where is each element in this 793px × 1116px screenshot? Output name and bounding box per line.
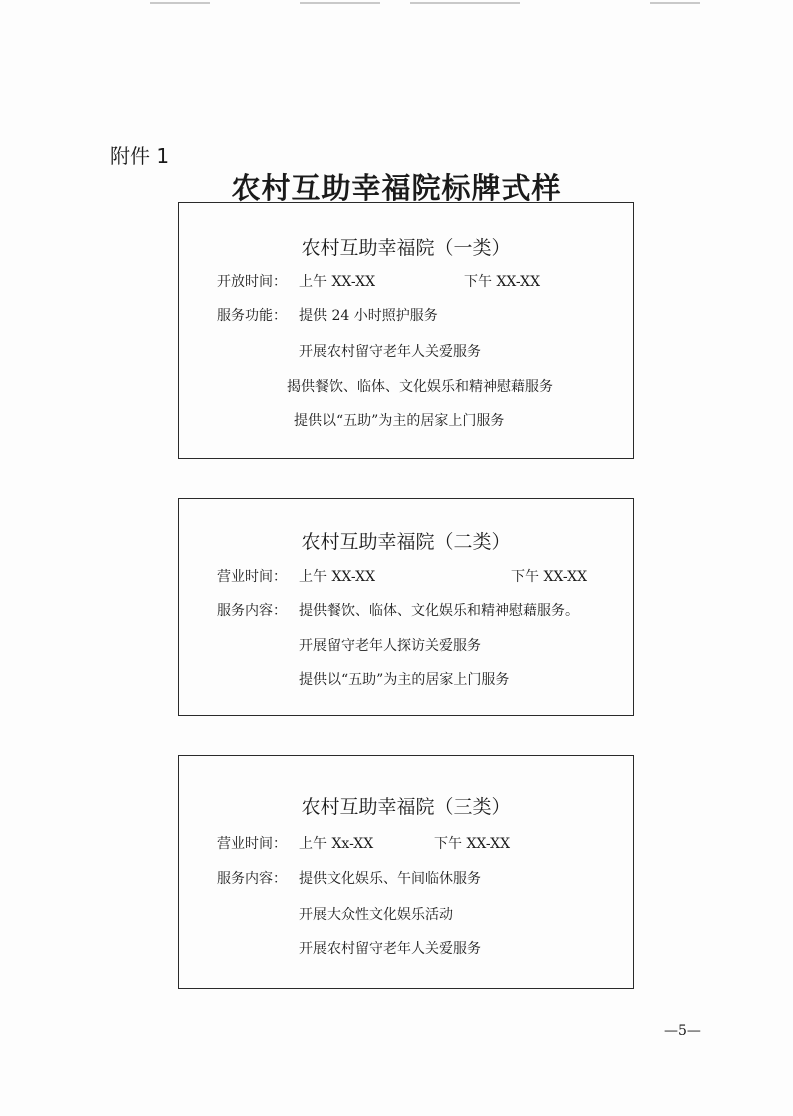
page-title: 农村互助幸福院标牌式样 [231,171,562,205]
service-label: 服务内容： [217,871,287,887]
scan-artifact [650,2,700,4]
pm-hours: 下午 XX-XX [434,836,511,852]
service-item: 提供以“五助”为主的居家上门服务 [299,672,510,688]
sign-title: 农村互助幸福院（二类） [301,531,511,553]
service-label: 服务功能： [217,308,287,324]
sign-type-2 [178,498,634,716]
attachment-label: 附件 1 [110,144,170,168]
service-item: 揭供餐饮、临体、文化娱乐和精神慰藉服务 [287,379,553,395]
am-hours: 上午 Xx-XX [299,836,374,852]
service-item: 提供文化娱乐、午间临休服务 [299,871,481,887]
service-item: 提供 24 小时照护服务 [299,308,438,324]
scan-artifact [150,2,210,4]
service-item: 开展农村留守老年人关爱服务 [299,344,481,360]
pm-hours: 下午 XX-XX [464,274,541,290]
service-item: 开展留守老年人探访关爱服务 [299,638,481,654]
service-label: 服务内容： [217,603,287,619]
pm-hours: 下午 XX-XX [511,569,588,585]
service-item: 开展大众性文化娱乐活动 [299,907,453,923]
sign-title: 农村互助幸福院（三类） [301,796,511,818]
am-hours: 上午 XX-XX [299,274,376,290]
scan-artifact [410,2,520,4]
sign-type-1 [178,202,634,459]
sign-type-3 [178,755,634,989]
hours-label: 开放时间： [217,274,287,290]
service-item: 提供餐饮、临体、文化娱乐和精神慰藉服务。 [299,603,579,619]
scan-artifact [300,2,380,4]
sign-title: 农村互助幸福院（一类） [301,237,511,259]
am-hours: 上午 XX-XX [299,569,376,585]
hours-label: 营业时间： [217,569,287,585]
hours-label: 营业时间： [217,836,287,852]
page-number: —5— [664,1023,701,1039]
service-item: 提供以“五助”为主的居家上门服务 [294,413,505,429]
service-item: 开展农村留守老年人关爱服务 [299,941,481,957]
